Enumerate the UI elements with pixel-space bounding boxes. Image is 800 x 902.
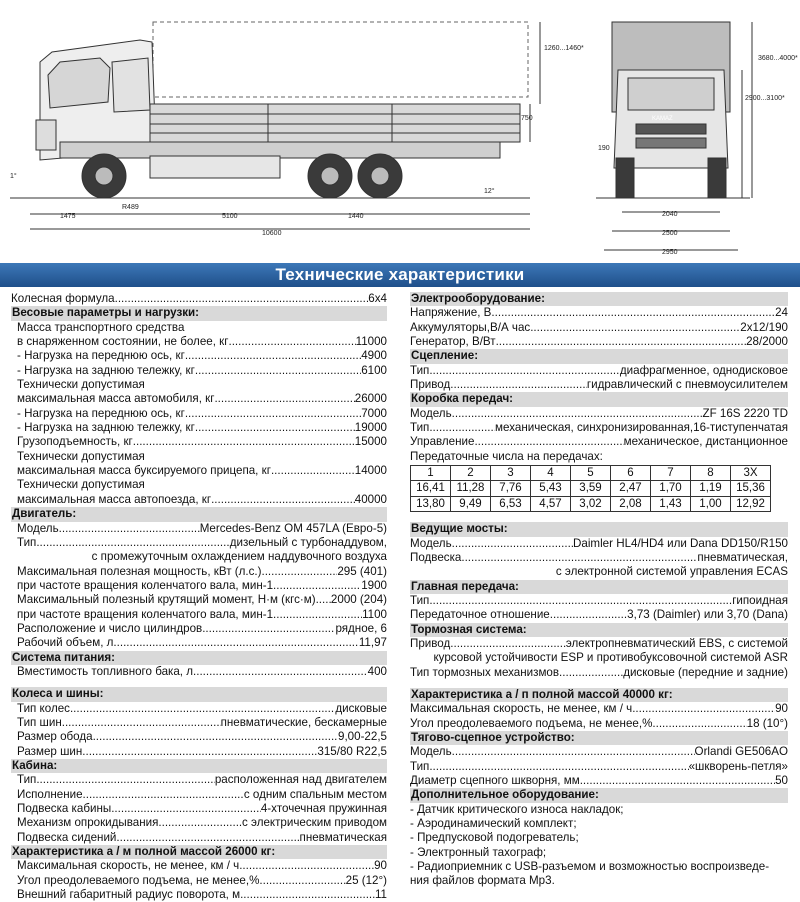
spec-label: при частоте вращения коленчатого вала, мин-1 [17, 578, 274, 592]
spec-label: Подвеска кабины [17, 802, 112, 816]
spec-label: Привод [410, 378, 451, 392]
spec-row [11, 702, 387, 716]
spec-row [410, 702, 788, 716]
spec-value: 4900 [361, 349, 387, 363]
title-banner [0, 263, 800, 287]
spec-label: Тип колес [17, 701, 70, 715]
list-item: - Датчик критического износа накладок; [410, 802, 624, 816]
table-row [411, 496, 771, 511]
spec-label: Технически допустимая [17, 378, 145, 392]
spec-value: ZF 16S 2220 TD [702, 406, 788, 420]
spec-value: 6100 [361, 363, 387, 377]
table-cell: 7 [651, 466, 691, 481]
spec-label: Колесная формула [11, 292, 115, 305]
spec-row [11, 773, 387, 787]
spec-label: Генератор, В/Вт [410, 335, 496, 349]
spec-label: Модель [17, 521, 59, 535]
spec-row [410, 745, 788, 759]
spec-row [11, 593, 387, 607]
table-cell: 1,19 [691, 481, 731, 496]
dim-side-height: 750 [521, 115, 533, 122]
table-cell: 15,36 [731, 481, 771, 496]
spec-value: «шкворень-петля» [688, 759, 788, 773]
spec-value: дисковые [335, 701, 387, 715]
dim-departure-angle: 12° [484, 188, 495, 195]
table-cell: 7,76 [491, 481, 531, 496]
spec-label: Модель [410, 406, 452, 420]
spec-row [11, 493, 387, 507]
left-spec-column [11, 292, 387, 902]
table-cell: 4,57 [531, 496, 571, 511]
spec-label: Грузоподъемность, кг [17, 435, 133, 449]
right-spec-column [410, 292, 788, 889]
dim-bogie: 1440 [348, 213, 364, 220]
spec-value: пневматические, бескамерные [220, 715, 387, 729]
spec-value: 40000 [354, 492, 387, 506]
table-row [411, 481, 771, 496]
spec-value: 28/2000 [746, 335, 788, 349]
spec-value: с электрическим приводом [242, 816, 387, 830]
spec-row [11, 407, 387, 421]
dim-mirror-width: 2950 [662, 249, 678, 256]
spec-label: - Нагрузка на заднюю тележку, кг [17, 421, 195, 435]
spec-label: Тип шин [17, 715, 62, 729]
spec-label: Тип тормозных механизмов [410, 665, 560, 679]
spec-row [11, 622, 387, 636]
spec-row [11, 349, 387, 363]
table-cell: 1,43 [651, 496, 691, 511]
spec-value: гидравлический с пневмоусилителем [586, 378, 788, 392]
spec-row [11, 421, 387, 435]
spec-row [11, 292, 387, 306]
spec-value: механическое, дистанционное [623, 435, 788, 449]
spec-label: Тип [410, 759, 430, 773]
spec-row [11, 745, 387, 759]
spec-row [11, 435, 387, 449]
spec-row [11, 716, 387, 730]
spec-value: 11000 [355, 335, 387, 349]
spec-value: 7000 [361, 406, 387, 420]
spec-value: 26000 [354, 392, 387, 406]
spec-label: Внешний габаритный радиус поворота, м [17, 888, 241, 902]
section-header: Характеристика а / п полной массой 40000 кг: [410, 688, 788, 702]
spec-label: Модель [410, 745, 452, 759]
spec-label: Технически допустимая [17, 478, 145, 492]
spec-row [11, 335, 387, 349]
table-cell: 6 [611, 466, 651, 481]
dim-clearance: 190 [598, 145, 610, 152]
spec-label: Подвеска сидений [17, 830, 117, 844]
spec-value: пневматическая, [697, 550, 788, 564]
spec-row [11, 636, 387, 650]
section-header: Весовые параметры и нагрузки: [11, 306, 387, 320]
spec-label: максимальная масса автомобиля, кг [17, 392, 215, 406]
spec-label: Расположение и число цилиндров [17, 621, 203, 635]
spec-label: Подвеска [410, 550, 462, 564]
spec-label: Тип [410, 363, 430, 377]
table-cell: 6,53 [491, 496, 531, 511]
spec-label: при частоте вращения коленчатого вала, мин-1 [17, 607, 274, 621]
spec-row [11, 364, 387, 378]
section-header: Главная передача: [410, 580, 788, 594]
spec-row [410, 608, 788, 622]
spec-label: Напряжение, В [410, 306, 492, 320]
spec-row [410, 666, 788, 680]
dim-wheelbase: 5100 [222, 213, 238, 220]
spec-row [11, 522, 387, 536]
spec-row [410, 306, 788, 320]
spec-value: 4-хточечная пружинная [260, 802, 387, 816]
spec-label: Передаточное отношение [410, 608, 550, 622]
spec-value: пневматическая [299, 830, 387, 844]
spec-label: - Нагрузка на заднюю тележку, кг [17, 363, 195, 377]
spec-value: 14000 [354, 464, 387, 478]
spec-row [11, 788, 387, 802]
spec-label: Тип [410, 421, 430, 435]
dim-front-overhang: 1475 [60, 213, 76, 220]
dim-width: 2500 [662, 230, 678, 237]
spec-row [410, 760, 788, 774]
spec-label: Диаметр сцепного шкворня, мм [410, 774, 580, 787]
table-cell: 1,00 [691, 496, 731, 511]
spec-label: Максимальный полезный крутящий момент, Н·м (кгс·м) [17, 593, 316, 607]
spec-value: 315/80 R22,5 [317, 744, 387, 758]
page-title: Технические характеристики [275, 265, 525, 284]
table-cell: 13,80 [411, 496, 451, 511]
table-cell: 11,28 [451, 481, 491, 496]
spec-label: Аккумуляторы,В/А час [410, 320, 531, 334]
spec-value: механическая, синхронизированная,16-тиступенчатая [495, 421, 788, 435]
table-cell: 1 [411, 466, 451, 481]
dim-max-height: 3680...4000* [758, 55, 798, 62]
spec-label: Угол преодолеваемого подъема, не менее,% [17, 873, 260, 887]
spec-value: 9,00-22,5 [338, 730, 387, 744]
spec-row [410, 335, 788, 349]
spec-row [11, 579, 387, 593]
spec-row [11, 608, 387, 622]
section-header: Кабина: [11, 759, 387, 773]
list-item: - Электронный тахограф; [410, 845, 547, 859]
section-header: Дополнительное оборудование: [410, 788, 788, 802]
spec-value: с промежуточным охлаждением наддувочного воздуха [91, 550, 387, 564]
spec-value: 90 [775, 702, 788, 716]
spec-value: Daimler HL4/HD4 или Dana DD150/R150 [573, 536, 788, 550]
gear-ratio-table [410, 465, 771, 512]
dim-length: 10600 [262, 230, 282, 237]
spec-label: Механизм опрокидывания [17, 816, 159, 830]
spec-row [11, 888, 387, 902]
spec-label: Размер шин [17, 744, 83, 758]
spec-row [11, 859, 387, 873]
spec-label: Тип [410, 593, 430, 607]
table-cell: 5 [571, 466, 611, 481]
spec-row [410, 594, 788, 608]
table-cell: 8 [691, 466, 731, 481]
spec-row [410, 435, 788, 449]
spec-row [410, 537, 788, 551]
table-cell: 2 [451, 466, 491, 481]
table-cell: 16,41 [411, 481, 451, 496]
section-header: Коробка передач: [410, 392, 788, 406]
table-cell: 4 [531, 466, 571, 481]
section-header: Электрооборудование: [410, 292, 788, 306]
dim-awning: 1260...1460* [544, 45, 584, 52]
spec-label: Тип [17, 535, 37, 549]
spec-row [410, 774, 788, 788]
list-item: - Аэродинамический комплект; [410, 817, 577, 831]
spec-label: Максимальная скорость, не менее, км / ч [17, 859, 240, 873]
spec-row [410, 637, 788, 651]
spec-label: Исполнение [17, 787, 83, 801]
spec-value: 400 [367, 664, 387, 678]
spec-value: 18 (10°) [746, 716, 788, 730]
spec-row [410, 551, 788, 565]
spec-value: дизельный с турбонаддувом, [229, 535, 387, 549]
spec-label: максимальная масса буксируемого прицепа, кг [17, 464, 271, 478]
spec-value: курсовой устойчивости ESP и противобуксовочной системой ASR [433, 651, 788, 665]
section-header: Сцепление: [410, 349, 788, 363]
table-cell: 2,47 [611, 481, 651, 496]
spec-row [410, 421, 788, 435]
spec-row [11, 816, 387, 830]
spec-row [410, 364, 788, 378]
spec-value: 295 (401) [337, 564, 387, 578]
section-header: Система питания: [11, 651, 387, 665]
spec-label: максимальная масса автопоезда, кг [17, 492, 212, 506]
table-cell: 9,49 [451, 496, 491, 511]
spec-value: 6x4 [368, 292, 387, 305]
list-item: - Предпусковой подогреватель; [410, 831, 579, 845]
section-header: Двигатель: [11, 507, 387, 521]
table-cell: 3,02 [571, 496, 611, 511]
spec-value: 3,73 (Daimler) или 3,70 (Dana) [627, 608, 788, 622]
spec-label: Масса транспортного средства [17, 320, 185, 334]
spec-label: Угол преодолеваемого подъема, не менее,% [410, 716, 653, 730]
spec-label: Вместимость топливного бака, л [17, 664, 193, 678]
spec-row [11, 831, 387, 845]
spec-value: электропневматический EBS, с системой [565, 636, 788, 650]
spec-row [11, 536, 387, 550]
spec-value: 50 [775, 774, 788, 787]
spec-row [11, 730, 387, 744]
spec-label: Тип [17, 773, 37, 787]
table-cell: 5,43 [531, 481, 571, 496]
spec-value: дисковые (передние и задние) [623, 665, 788, 679]
spec-label: - Нагрузка на переднюю ось, кг [17, 406, 185, 420]
list-item: ния файлов формата Mp3. [410, 874, 555, 888]
dim-wheel-radius: R489 [122, 204, 139, 211]
spec-label: - Нагрузка на переднюю ось, кг [17, 349, 185, 363]
spec-value: Orlandi GE506AO [694, 745, 788, 759]
table-cell: 3X [731, 466, 771, 481]
spec-value: 2x12/190 [740, 320, 788, 334]
spec-row [11, 392, 387, 406]
spec-value: 1100 [362, 607, 387, 621]
side-view [10, 22, 540, 229]
spec-value: 19000 [354, 421, 387, 435]
spec-value: 11,97 [358, 636, 387, 650]
spec-row [11, 464, 387, 478]
spec-row [11, 665, 387, 679]
spec-row [11, 802, 387, 816]
ratios-label: Передаточные числа на передачах: [410, 449, 603, 463]
spec-value: гипоидная [732, 593, 788, 607]
spec-value: 25 (12°) [345, 873, 387, 887]
spec-value: диафрагменное, однодисковое [619, 363, 788, 377]
spec-label: Рабочий объем, л [17, 636, 114, 650]
spec-value: 11 [374, 888, 387, 902]
dim-approach-angle: 1° [10, 173, 17, 180]
table-row [411, 466, 771, 481]
dim-cab-height: 2900...3100* [745, 95, 785, 102]
spec-value: с одним спальным местом [243, 787, 387, 801]
spec-value: 1900 [361, 578, 387, 592]
spec-value: 2000 (204) [330, 593, 387, 607]
table-cell: 1,70 [651, 481, 691, 496]
spec-row [410, 407, 788, 421]
spec-label: Модель [410, 536, 452, 550]
spec-value: 15000 [354, 435, 387, 449]
spec-label: в снаряженном состоянии, не более, кг [17, 335, 229, 349]
spec-value: рядное, 6 [335, 621, 387, 635]
spec-row [410, 378, 788, 392]
spec-label: Размер обода [17, 730, 93, 744]
section-header: Тормозная система: [410, 623, 788, 637]
spec-value: с электронной системой управления ECAS [555, 565, 788, 579]
grille-logo: KAMAZ [652, 116, 673, 122]
spec-label: Максимальная полезная мощность, кВт (л.с.) [17, 564, 262, 578]
spec-label: Привод [410, 636, 451, 650]
dim-track: 2040 [662, 211, 678, 218]
spec-label: Технически допустимая [17, 449, 145, 463]
spec-value: 24 [775, 306, 788, 320]
spec-label: Максимальная скорость, не менее, км / ч [410, 702, 633, 716]
spec-row [410, 321, 788, 335]
spec-value: Mercedes-Benz OM 457LA (Евро-5) [199, 521, 387, 535]
table-cell: 12,92 [731, 496, 771, 511]
spec-value: расположенная над двигателем [214, 773, 387, 787]
section-header: Тягово-сцепное устройство: [410, 731, 788, 745]
spec-row [11, 565, 387, 579]
table-cell: 3 [491, 466, 531, 481]
spec-label: Управление [410, 435, 475, 449]
list-item: - Радиоприемник с USB-разъемом и возможностью воспроизведе- [410, 860, 770, 874]
section-header: Характеристика а / м полной массой 26000 кг: [11, 845, 387, 859]
table-cell: 2,08 [611, 496, 651, 511]
spec-row [410, 717, 788, 731]
section-header: Колеса и шины: [11, 687, 387, 701]
section-header: Ведущие мосты: [410, 522, 788, 536]
spec-value: 90 [374, 859, 387, 873]
truck-drawing [0, 0, 800, 262]
table-cell: 3,59 [571, 481, 611, 496]
